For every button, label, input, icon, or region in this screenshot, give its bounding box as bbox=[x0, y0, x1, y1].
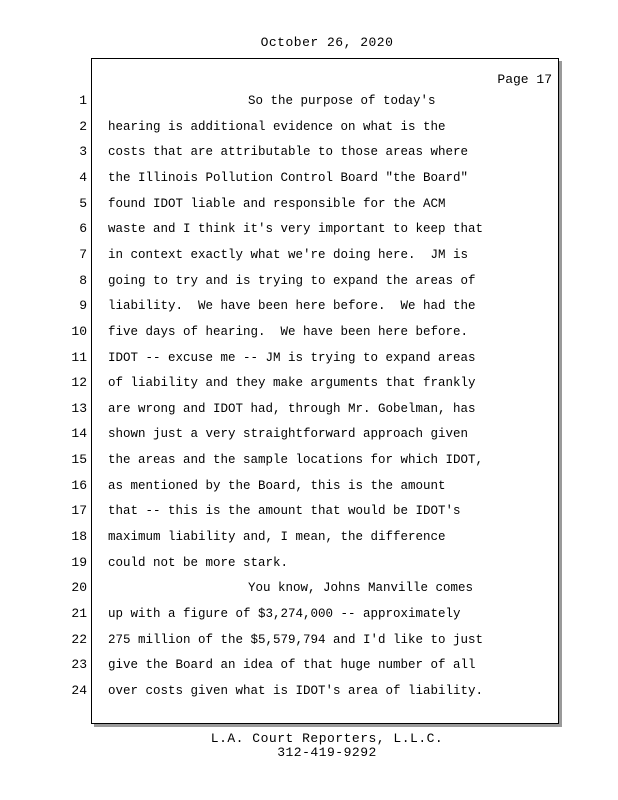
transcript-line: hearing is additional evidence on what is the bbox=[108, 120, 446, 134]
page-number: Page 17 bbox=[497, 72, 552, 87]
transcript-date: October 26, 2020 bbox=[260, 35, 394, 50]
line-number: 8 bbox=[79, 273, 87, 288]
transcript-line: waste and I think it's very important to keep that bbox=[108, 222, 484, 236]
line-number: 16 bbox=[71, 478, 87, 493]
court-reporter-name: L.A. Court Reporters, L.L.C. bbox=[210, 731, 444, 746]
line-number: 3 bbox=[79, 144, 87, 159]
line-number: 23 bbox=[71, 657, 87, 672]
line-number: 15 bbox=[71, 452, 87, 467]
transcript-line: are wrong and IDOT had, through Mr. Gobelman, has bbox=[108, 402, 476, 416]
line-number: 21 bbox=[71, 606, 87, 621]
line-number: 2 bbox=[79, 119, 87, 134]
transcript-line: So the purpose of today's bbox=[248, 94, 436, 108]
line-number: 22 bbox=[71, 632, 87, 647]
transcript-line: give the Board an idea of that huge number of all bbox=[108, 658, 476, 672]
transcript-line: liability. We have been here before. We had the bbox=[108, 299, 476, 313]
transcript-line: the Illinois Pollution Control Board "the Board" bbox=[108, 171, 469, 185]
line-number: 14 bbox=[71, 426, 87, 441]
transcript-line: 275 million of the $5,579,794 and I'd like to just bbox=[108, 633, 484, 647]
transcript-line: of liability and they make arguments that frankly bbox=[108, 376, 476, 390]
transcript-line: the areas and the sample locations for which IDOT, bbox=[108, 453, 484, 467]
transcript-line: five days of hearing. We have been here before. bbox=[108, 325, 469, 339]
line-number: 4 bbox=[79, 170, 87, 185]
transcript-line: IDOT -- excuse me -- JM is trying to expand areas bbox=[108, 351, 476, 365]
transcript-line: shown just a very straightforward approach given bbox=[108, 427, 469, 441]
transcript-line: as mentioned by the Board, this is the amount bbox=[108, 479, 446, 493]
transcript-line: going to try and is trying to expand the areas of bbox=[108, 274, 476, 288]
transcript-line: could not be more stark. bbox=[108, 556, 289, 570]
line-number: 1 bbox=[79, 93, 87, 108]
transcript-line: You know, Johns Manville comes bbox=[248, 581, 474, 595]
transcript-line: up with a figure of $3,274,000 -- approximately bbox=[108, 607, 461, 621]
transcript-line: maximum liability and, I mean, the difference bbox=[108, 530, 446, 544]
line-number: 5 bbox=[79, 196, 87, 211]
line-number: 6 bbox=[79, 221, 87, 236]
line-number: 12 bbox=[71, 375, 87, 390]
transcript-line: in context exactly what we're doing here. JM is bbox=[108, 248, 469, 262]
line-number: 24 bbox=[71, 683, 87, 698]
line-number: 18 bbox=[71, 529, 87, 544]
line-number: 9 bbox=[79, 298, 87, 313]
transcript-footer bbox=[0, 732, 618, 760]
court-reporter-phone: 312-419-9292 bbox=[277, 745, 377, 760]
transcript-line: found IDOT liable and responsible for the ACM bbox=[108, 197, 446, 211]
line-number: 20 bbox=[71, 580, 87, 595]
transcript-line: costs that are attributable to those areas where bbox=[108, 145, 469, 159]
line-number: 11 bbox=[71, 350, 87, 365]
line-number: 7 bbox=[79, 247, 87, 262]
line-number: 13 bbox=[71, 401, 87, 416]
transcript-line: over costs given what is IDOT's area of liability. bbox=[108, 684, 484, 698]
line-number: 17 bbox=[71, 503, 87, 518]
line-number: 19 bbox=[71, 555, 87, 570]
line-number: 10 bbox=[71, 324, 87, 339]
transcript-line: that -- this is the amount that would be IDOT's bbox=[108, 504, 461, 518]
